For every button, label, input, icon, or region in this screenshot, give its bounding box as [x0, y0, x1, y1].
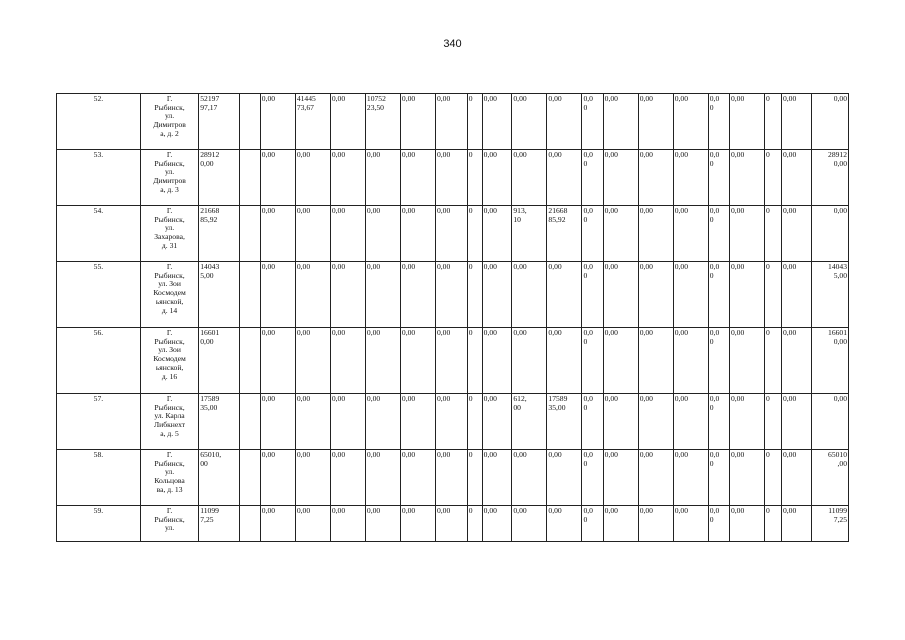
- value-cell: 0,00: [330, 506, 365, 542]
- value-cell: 0,0 0: [582, 328, 603, 394]
- value-cell: 0,00: [330, 206, 365, 262]
- value-cell: 0,00: [547, 450, 582, 506]
- value-cell: 11099 7,25: [811, 506, 848, 542]
- value-cell: [239, 450, 260, 506]
- table-row: [57, 506, 849, 542]
- value-cell: 0: [765, 262, 782, 328]
- value-cell: 0,00: [400, 394, 435, 450]
- value-cell: [239, 262, 260, 328]
- register-table: [56, 93, 849, 542]
- value-cell: 0: [765, 450, 782, 506]
- value-cell: 0,00: [729, 506, 764, 542]
- value-cell: 0,00: [295, 206, 330, 262]
- value-cell: 0,00: [482, 206, 512, 262]
- value-cell: 0,00: [512, 94, 547, 150]
- value-cell: 0,00: [781, 206, 811, 262]
- value-cell: 0,00: [512, 450, 547, 506]
- table-row: [57, 206, 849, 262]
- value-cell: 0,0 0: [708, 206, 729, 262]
- value-cell: 0,00: [260, 328, 295, 394]
- address-cell: Г. Рыбинск, ул. Димитров а, д. 3: [140, 150, 198, 206]
- value-cell: 0: [765, 394, 782, 450]
- value-cell: 0,00: [512, 262, 547, 328]
- value-cell: [239, 150, 260, 206]
- value-cell: 0,00: [603, 506, 638, 542]
- value-cell: 0,00: [365, 328, 400, 394]
- value-cell: 0,00: [435, 328, 467, 394]
- address-cell: Г. Рыбинск, ул. Зои Космодем ьянской, д. 16: [140, 328, 198, 394]
- value-cell: 0,00: [400, 206, 435, 262]
- address-cell: Г. Рыбинск, ул. Карла Либкнехт а, д. 5: [140, 394, 198, 450]
- value-cell: 0,0 0: [582, 394, 603, 450]
- value-cell: 0,00: [260, 506, 295, 542]
- address-cell: Г. Рыбинск, ул. Захарова, д. 31: [140, 206, 198, 262]
- table-row: [57, 450, 849, 506]
- value-cell: 913, 10: [512, 206, 547, 262]
- value-cell: 0: [765, 94, 782, 150]
- value-cell: 0,0 0: [708, 150, 729, 206]
- value-cell: 41445 73,67: [295, 94, 330, 150]
- value-cell: 0,0 0: [708, 450, 729, 506]
- value-cell: 0,00: [729, 206, 764, 262]
- value-cell: 0,00: [638, 394, 673, 450]
- value-cell: 0,00: [330, 262, 365, 328]
- value-cell: 0,0 0: [582, 450, 603, 506]
- value-cell: 0,00: [482, 94, 512, 150]
- value-cell: 0,00: [781, 262, 811, 328]
- value-cell: 16601 0,00: [199, 328, 239, 394]
- value-cell: 0,00: [512, 150, 547, 206]
- table-row: [57, 94, 849, 150]
- value-cell: 612, 00: [512, 394, 547, 450]
- value-cell: 0: [467, 262, 482, 328]
- value-cell: 0,00: [260, 450, 295, 506]
- row-number-cell: 56.: [57, 328, 141, 394]
- value-cell: 65010 ,00: [811, 450, 848, 506]
- value-cell: 16601 0,00: [811, 328, 848, 394]
- value-cell: 0,0 0: [582, 150, 603, 206]
- value-cell: 0,00: [295, 394, 330, 450]
- value-cell: 0,00: [365, 394, 400, 450]
- value-cell: 0,00: [435, 206, 467, 262]
- value-cell: 0,00: [638, 262, 673, 328]
- value-cell: 0,00: [603, 450, 638, 506]
- value-cell: 0,00: [638, 328, 673, 394]
- value-cell: 0,00: [435, 94, 467, 150]
- value-cell: 0: [467, 394, 482, 450]
- row-number-cell: 59.: [57, 506, 141, 542]
- value-cell: 0: [765, 150, 782, 206]
- value-cell: 0,00: [603, 262, 638, 328]
- row-number-cell: 54.: [57, 206, 141, 262]
- value-cell: 0,00: [603, 150, 638, 206]
- value-cell: 28912 0,00: [811, 150, 848, 206]
- value-cell: 0,00: [729, 150, 764, 206]
- value-cell: 11099 7,25: [199, 506, 239, 542]
- value-cell: 0: [765, 206, 782, 262]
- value-cell: 21668 85,92: [199, 206, 239, 262]
- value-cell: 0,00: [330, 450, 365, 506]
- value-cell: 0: [467, 450, 482, 506]
- value-cell: 0,00: [400, 150, 435, 206]
- value-cell: 0,00: [781, 150, 811, 206]
- table-row: [57, 394, 849, 450]
- value-cell: 0,00: [260, 150, 295, 206]
- value-cell: 0,00: [512, 506, 547, 542]
- address-cell: Г. Рыбинск, ул. Димитров а, д. 2: [140, 94, 198, 150]
- value-cell: 17589 35,00: [199, 394, 239, 450]
- value-cell: 0: [765, 328, 782, 394]
- value-cell: 0,00: [435, 394, 467, 450]
- row-number-cell: 57.: [57, 394, 141, 450]
- row-number-cell: 53.: [57, 150, 141, 206]
- value-cell: 0: [467, 150, 482, 206]
- table-row: [57, 150, 849, 206]
- value-cell: 0,00: [729, 328, 764, 394]
- value-cell: 0,0 0: [582, 94, 603, 150]
- value-cell: [239, 328, 260, 394]
- value-cell: 0,00: [729, 94, 764, 150]
- value-cell: 0,00: [673, 94, 708, 150]
- address-cell: Г. Рыбинск, ул. Кольцова ва, д. 13: [140, 450, 198, 506]
- page-number: 340: [443, 38, 462, 50]
- value-cell: 0,00: [673, 394, 708, 450]
- value-cell: 0,00: [400, 262, 435, 328]
- value-cell: 10752 23,50: [365, 94, 400, 150]
- value-cell: 0,00: [673, 450, 708, 506]
- value-cell: 0,00: [295, 262, 330, 328]
- value-cell: 52197 97,17: [199, 94, 239, 150]
- value-cell: 0,00: [781, 506, 811, 542]
- table-row: [57, 328, 849, 394]
- value-cell: 0,0 0: [708, 394, 729, 450]
- value-cell: 0,00: [482, 450, 512, 506]
- value-cell: 0,00: [603, 394, 638, 450]
- value-cell: 0,00: [638, 450, 673, 506]
- value-cell: 0,00: [673, 506, 708, 542]
- value-cell: 0,00: [512, 328, 547, 394]
- value-cell: 0,00: [547, 262, 582, 328]
- value-cell: 14043 5,00: [199, 262, 239, 328]
- row-number-cell: 58.: [57, 450, 141, 506]
- value-cell: 0,00: [547, 150, 582, 206]
- value-cell: 0,00: [260, 94, 295, 150]
- value-cell: 0,00: [260, 262, 295, 328]
- value-cell: 0,00: [811, 394, 848, 450]
- value-cell: 0,00: [781, 450, 811, 506]
- value-cell: 0,0 0: [582, 506, 603, 542]
- value-cell: 0,0 0: [708, 506, 729, 542]
- value-cell: 0,00: [435, 450, 467, 506]
- value-cell: 0,0 0: [708, 94, 729, 150]
- table-row: [57, 262, 849, 328]
- value-cell: 0: [467, 328, 482, 394]
- value-cell: 0,00: [295, 328, 330, 394]
- value-cell: 0,00: [547, 94, 582, 150]
- value-cell: 0,00: [400, 94, 435, 150]
- value-cell: 28912 0,00: [199, 150, 239, 206]
- value-cell: 0,00: [729, 262, 764, 328]
- value-cell: 0,00: [673, 262, 708, 328]
- value-cell: 0,00: [295, 150, 330, 206]
- value-cell: 0,00: [811, 206, 848, 262]
- value-cell: 14043 5,00: [811, 262, 848, 328]
- value-cell: 0,00: [365, 262, 400, 328]
- value-cell: 0,00: [547, 506, 582, 542]
- value-cell: 0,00: [781, 328, 811, 394]
- value-cell: 0,00: [781, 94, 811, 150]
- value-cell: 0,00: [400, 328, 435, 394]
- value-cell: 0,00: [638, 94, 673, 150]
- value-cell: 0,00: [638, 206, 673, 262]
- value-cell: 0,00: [482, 262, 512, 328]
- value-cell: 21668 85,92: [547, 206, 582, 262]
- value-cell: 0,00: [603, 94, 638, 150]
- value-cell: [239, 206, 260, 262]
- value-cell: 0,00: [435, 150, 467, 206]
- value-cell: 0,00: [729, 450, 764, 506]
- value-cell: 0: [467, 506, 482, 542]
- row-number-cell: 55.: [57, 262, 141, 328]
- value-cell: [239, 94, 260, 150]
- value-cell: 0,00: [365, 150, 400, 206]
- value-cell: 0,00: [482, 506, 512, 542]
- value-cell: 0,00: [330, 94, 365, 150]
- value-cell: 0: [765, 506, 782, 542]
- value-cell: [239, 394, 260, 450]
- value-cell: 0,00: [330, 150, 365, 206]
- value-cell: 0,00: [482, 328, 512, 394]
- value-cell: 0,00: [295, 450, 330, 506]
- value-cell: 0,00: [811, 94, 848, 150]
- value-cell: 65010, 00: [199, 450, 239, 506]
- value-cell: 0,00: [603, 328, 638, 394]
- value-cell: 0,00: [781, 394, 811, 450]
- value-cell: 0,00: [638, 506, 673, 542]
- value-cell: [239, 506, 260, 542]
- table-body: [57, 94, 849, 542]
- value-cell: 0,00: [547, 328, 582, 394]
- value-cell: 0,00: [603, 206, 638, 262]
- value-cell: 0,00: [330, 394, 365, 450]
- value-cell: 0,0 0: [708, 262, 729, 328]
- value-cell: 0,00: [435, 506, 467, 542]
- value-cell: 0,00: [638, 150, 673, 206]
- value-cell: 0,00: [295, 506, 330, 542]
- value-cell: 0,00: [673, 328, 708, 394]
- address-cell: Г. Рыбинск, ул.: [140, 506, 198, 542]
- value-cell: 0,00: [330, 328, 365, 394]
- value-cell: 0: [467, 206, 482, 262]
- value-cell: 0,00: [260, 206, 295, 262]
- value-cell: 0: [467, 94, 482, 150]
- row-number-cell: 52.: [57, 94, 141, 150]
- value-cell: 0,00: [673, 206, 708, 262]
- value-cell: 0,00: [400, 506, 435, 542]
- value-cell: 0,00: [365, 206, 400, 262]
- value-cell: 0,00: [729, 394, 764, 450]
- value-cell: 0,0 0: [582, 206, 603, 262]
- value-cell: 0,00: [400, 450, 435, 506]
- value-cell: 0,00: [435, 262, 467, 328]
- value-cell: 0,00: [482, 394, 512, 450]
- value-cell: 0,00: [365, 450, 400, 506]
- value-cell: 0,00: [482, 150, 512, 206]
- value-cell: 0,0 0: [708, 328, 729, 394]
- address-cell: Г. Рыбинск, ул. Зои Космодем ьянской, д. 14: [140, 262, 198, 328]
- value-cell: 0,0 0: [582, 262, 603, 328]
- value-cell: 0,00: [673, 150, 708, 206]
- value-cell: 17589 35,00: [547, 394, 582, 450]
- value-cell: 0,00: [260, 394, 295, 450]
- value-cell: 0,00: [365, 506, 400, 542]
